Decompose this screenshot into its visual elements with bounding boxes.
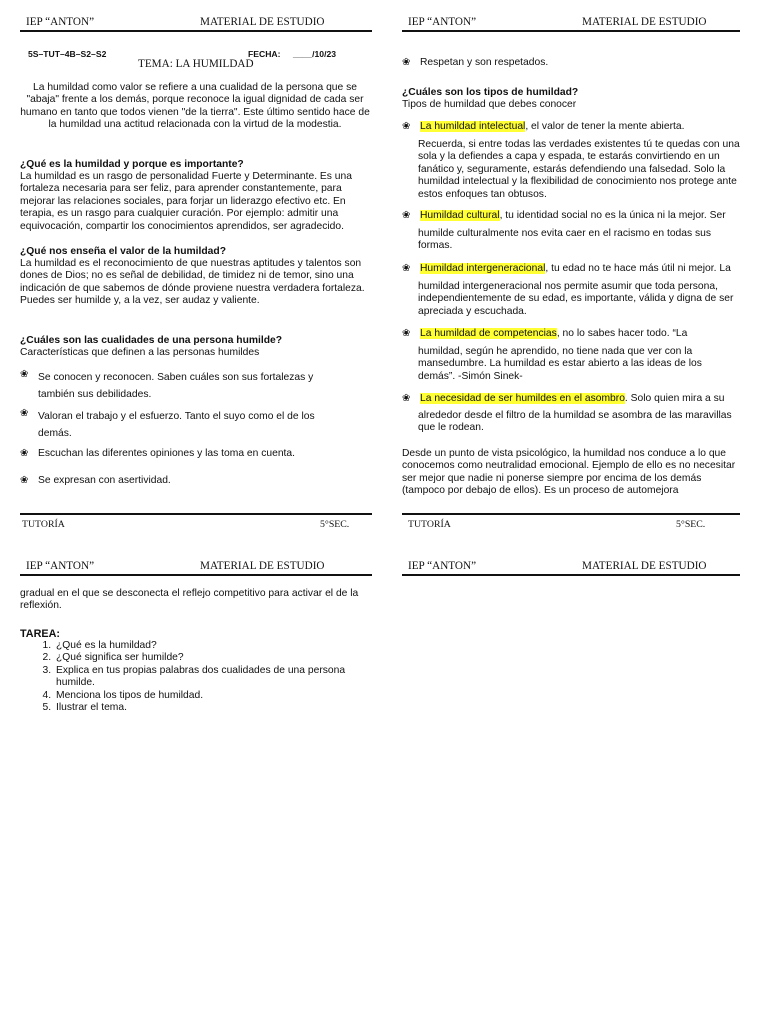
page-top-left: IEP “ANTON” MATERIAL DE ESTUDIO 5S–TUT–4B–S2–S2 FECHA: ____/10/23 TEMA: LA HUMILDAD La humildad como valor se refiere a una cualidad de la persona que se "abaja" frente a los demás, porque reconoce la igual dignidad de cada ser humano en tanto que todos vienen "de la tierra". Este último sentido hace de la humildad una actitud relacionada con la virtud de la modestia. ¿Qué es la humildad y porque es importante? La humildad es un rasgo de personalidad Fuerte y Determinante. Es una fortaleza necesaria para ser feliz, para aprender constantemente, para mejorar las relaciones sociales, para forjar un liderazgo efectivo etc. En terapia, es un rasgo para cualquier curación. Por ejemplo: admitir una equivocación, compartir los conocimientos aprendidos, ser agradecido. ¿Qué nos enseña el valor de la humildad? La humildad es el reconocimiento de que nuestras aptitudes y talentos son dones de Dios; no es señal de debilidad, de timidez ni de temor, sino una indicación de que sabemos de dónde proviene nuestra verdadera fortaleza. Puedes ser humilde y, a la vez, ser audaz y valiente. ¿Cuáles son las cualidades de una persona humilde? Características que definen a las personas humildes ❀ Se conocen y reconocen. Saben cuáles son sus fortalezas y también sus debilidades. ❀ Valoran el trabajo y el esfuerzo. Tanto el suyo como el de los demás. ❀ Escuchan las diferentes opiniones y las toma en cuenta. ❀ Se expresan con asertividad. TUTORÍA 5°SEC. — [20, 14, 372, 534]
footer-tutoria: TUTORÍA — [408, 519, 451, 530]
highlighted-term: La humildad de competencias — [420, 328, 557, 339]
humility-type-body: Recuerda, si entre todas las verdades existentes tú te quedas con una sola y la defiendes a capa y espada, te estarás convirtiendo en un fanático y, seguramente, estarás defendiendo una falsedad. Solo la humildad intelectual y la flexibilidad de conocimiento nos protege ante estos enfoques tan obtusos. — [418, 139, 740, 200]
tarea-label: TAREA: — [20, 628, 60, 640]
humility-type-body: humildad intergeneracional nos permite asumir que toda persona, independientemente de su edad, es importante, válida y digna de ser apreciada y escuchada. — [418, 281, 734, 317]
page-footer — [402, 513, 740, 535]
flower-bullet-icon: ❀ — [402, 393, 411, 404]
answer-paragraph: Tipos de humildad que debes conocer — [402, 99, 577, 110]
question-heading: ¿Qué es la humildad y porque es importante? — [20, 159, 244, 170]
intro-paragraph: La humildad como valor se refiere a una cualidad de la persona que se "abaja" frente a los demás, porque reconoce la igual dignidad de cada ser humano en tanto que todos vienen "de la tierra". Este último sentido hace de la humildad una actitud relacionada con la virtud de la modestia. — [20, 82, 370, 131]
flower-bullet-icon: ❀ — [20, 369, 29, 380]
task-list — [20, 640, 372, 714]
flower-bullet-icon: ❀ — [402, 328, 411, 339]
list-item: 5. Ilustrar el tema. — [54, 702, 372, 714]
question-heading: ¿Qué nos enseña el valor de la humildad? — [20, 246, 226, 257]
flower-bullet-icon: ❀ — [402, 210, 411, 221]
footer-rule — [402, 513, 740, 515]
highlighted-term: Humildad intergeneracional — [420, 263, 546, 274]
humility-type-body: alrededor desde el filtro de la humildad se asombra de las maravillas que le rodean. — [418, 410, 732, 434]
material-title: MATERIAL DE ESTUDIO — [582, 560, 707, 572]
humility-type-body: humilde culturalmente nos evita caer en el racismo en todas sus formas. — [418, 228, 712, 252]
flower-bullet-icon: ❀ — [402, 263, 411, 274]
school-name: IEP “ANTON” — [26, 16, 95, 28]
answer-paragraph: La humildad es el reconocimiento de que nuestras aptitudes y talentos son dones de Dios; no es señal de debilidad, de timidez ni de temor, sino una indicación de que sabemos de dónde proviene nuestra verdadera fortaleza. Puedes ser humilde y, a la vez, ser audaz y valiente. — [20, 258, 365, 307]
school-name: IEP “ANTON” — [408, 560, 477, 572]
page-header — [402, 14, 740, 30]
fecha-label: FECHA: — [248, 49, 281, 59]
flower-bullet-icon: ❀ — [402, 57, 411, 68]
question-heading: ¿Cuáles son los tipos de humildad? — [402, 87, 579, 98]
answer-paragraph: La humildad es un rasgo de personalidad Fuerte y Determinante. Es una fortaleza necesaria para ser feliz, para aprender constantemente, para mejorar las relaciones sociales, para forjar un liderazgo efectivo etc. En terapia, es un rasgo para cualquier curación. Por ejemplo: admitir una equivocación, compartir los conocimientos aprendidos, ser agradecido. — [20, 171, 352, 232]
continuation-paragraph: gradual en el que se desconecta el reflejo competitivo para activar el de la reflexión. — [20, 588, 359, 612]
highlighted-term: Humildad cultural — [420, 210, 500, 221]
footer-rule — [20, 513, 372, 515]
flower-bullet-icon: ❀ — [20, 475, 29, 486]
header-rule — [402, 574, 740, 576]
material-title: MATERIAL DE ESTUDIO — [200, 16, 325, 28]
highlighted-term: La humildad intelectual — [420, 121, 526, 132]
humility-type-body: humildad, según he aprendido, no tiene nada que ver con la mansedumbre. La humildad es estar abierto a las ideas de los demás”. -Simón Sinek- — [418, 346, 702, 382]
footer-grade: 5°SEC. — [676, 519, 706, 530]
footer-grade: 5°SEC. — [320, 519, 350, 530]
flower-bullet-icon: ❀ — [402, 121, 411, 132]
header-rule — [402, 30, 740, 32]
list-item: 3. Explica en tus propias palabras dos cualidades de una persona humilde. — [54, 665, 346, 690]
school-name: IEP “ANTON” — [408, 16, 477, 28]
school-name: IEP “ANTON” — [26, 560, 95, 572]
question-heading: ¿Cuáles son las cualidades de una persona humilde? — [20, 335, 283, 346]
page-bottom-right — [402, 558, 740, 588]
material-title: MATERIAL DE ESTUDIO — [582, 16, 707, 28]
list-item: 2. ¿Qué significa ser humilde? — [54, 652, 372, 664]
answer-paragraph: Características que definen a las personas humildes — [20, 347, 260, 358]
header-rule — [20, 574, 372, 576]
fecha-value: ____/10/23 — [293, 49, 337, 59]
page-top-right: IEP “ANTON” MATERIAL DE ESTUDIO ❀ Respetan y son respetados. ¿Cuáles son los tipos de humildad? Tipos de humildad que debes conocer ❀ La humildad intelectual, el valor de tener la mente abierta. Recuerda, si entre todas las verdades existentes tú te quedas con una sola y la defiendes a capa y espada, te estarás convirtiendo en un fanático y, seguramente, estarás defendiendo una falsedad. Solo la humildad intelectual y la flexibilidad de conocimiento nos protege ante estos enfoques tan obtusos. ❀ Humildad cultural, tu identidad social no es la única ni la mejor. Ser humilde culturalmente nos evita caer en el racismo en todas sus formas. ❀ Humildad intergeneracional, tu edad no te hace más útil ni mejor. La humildad intergeneracional nos permite asumir que toda persona, independientemente de su edad, es importante, válida y digna de ser apreciada y escuchada. ❀ La humildad de competencias, no lo sabes hacer todo. “La humildad, según he aprendido, no tiene nada que ver con la mansedumbre. La humildad es estar abierto a las ideas de los demás”. -Simón Sinek- ❀ La necesidad de ser humildes en el asombro. Solo quien mira a su alrededor desde el filtro de la humildad se asombra de las maravillas que le rodean. Desde un punto de vista psicológico, la humildad nos conduce a lo que conocemos como neutralidad emocional. Ejemplo de ello es no necesitar ser mejor que nadie ni ponerse siempre por encima de los demás (tampoco por debajo de ellos). Es un proceso de automejora TUTORÍA 5°SEC. — [402, 14, 740, 534]
header-rule — [20, 30, 372, 32]
tema-title: TEMA: LA HUMILDAD — [138, 58, 254, 70]
page-header — [20, 558, 372, 574]
flower-bullet-icon: ❀ — [20, 408, 29, 419]
highlighted-term: La necesidad de ser humildes en el asombro — [420, 393, 625, 404]
page-bottom-left — [20, 558, 372, 758]
page-footer — [20, 513, 372, 535]
flower-bullet-icon: ❀ — [20, 448, 29, 459]
list-item: 1. ¿Qué es la humildad? — [54, 640, 372, 652]
list-item: 4. Menciona los tipos de humildad. — [54, 690, 372, 702]
document-code: 5S–TUT–4B–S2–S2 — [28, 49, 107, 59]
material-title: MATERIAL DE ESTUDIO — [200, 560, 325, 572]
footer-tutoria: TUTORÍA — [22, 519, 65, 530]
page-header — [402, 558, 740, 574]
closing-paragraph: Desde un punto de vista psicológico, la humildad nos conduce a lo que conocemos como neutralidad emocional. Ejemplo de ello es no necesitar ser mejor que nadie ni ponerse siempre por encima de los demás (tampoco por debajo de ellos). Es un proceso de automejora — [402, 448, 736, 497]
page-header — [20, 14, 372, 30]
